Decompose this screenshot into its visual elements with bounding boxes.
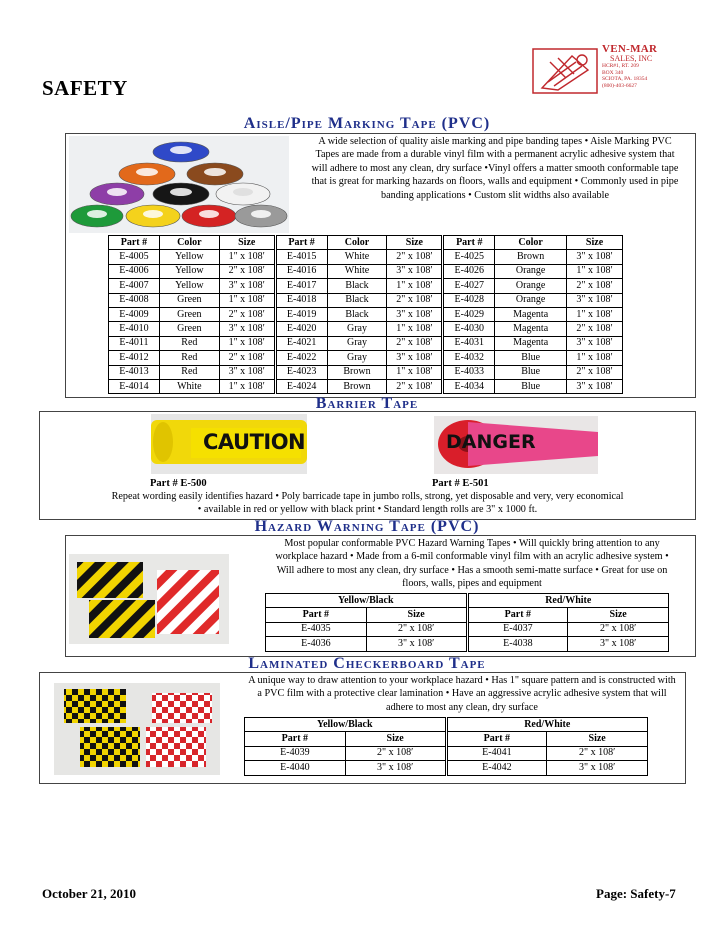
aisle-cell: Brown	[495, 250, 567, 264]
aisle-cell: 1" x 108′	[567, 307, 623, 321]
hazard-th-part-2: Part #	[467, 608, 568, 622]
checker-description: A unique way to draw attention to your workplace hazard • Has 1" square pattern and is constructed with a PVC film with a protective clear lamination • Have an aggressive acrylic adhesive system that will adhere to most any clean, dry surface	[248, 675, 676, 713]
aisle-cell: E-4013	[109, 365, 160, 379]
aisle-cell: E-4016	[275, 264, 327, 278]
barrier-part-e501: Part # E-501	[432, 478, 489, 489]
barrier-section	[39, 411, 696, 520]
checker-cell: E-4042	[446, 761, 547, 775]
aisle-cell: E-4020	[275, 322, 327, 336]
checker-section-title: Laminated Checkerboard Tape	[248, 655, 486, 672]
hazard-cell: E-4037	[467, 622, 568, 636]
aisle-cell: White	[327, 264, 387, 278]
checker-cell: E-4039	[245, 746, 346, 760]
hazard-section-title: Hazard Warning Tape (PVC)	[254, 518, 480, 535]
table-row	[109, 264, 623, 278]
company-logo	[532, 44, 692, 96]
aisle-cell: Blue	[495, 365, 567, 379]
danger-tape-image	[434, 416, 598, 474]
aisle-cell: E-4011	[109, 336, 160, 350]
aisle-cell: Yellow	[159, 264, 219, 278]
aisle-cell: Yellow	[159, 250, 219, 264]
checker-cell: 3" x 108′	[547, 761, 648, 775]
aisle-th-part-1: Part #	[109, 236, 160, 250]
aisle-cell: E-4030	[443, 322, 495, 336]
aisle-cell: 2" x 108′	[567, 279, 623, 293]
aisle-cell: Black	[327, 279, 387, 293]
aisle-cell: Gray	[327, 351, 387, 365]
hazard-cell: 3" x 108′	[568, 637, 669, 651]
aisle-cell: 3" x 108′	[567, 379, 623, 393]
aisle-cell: 3" x 108′	[387, 351, 443, 365]
aisle-cell: 2" x 108′	[387, 250, 443, 264]
aisle-cell: E-4028	[443, 293, 495, 307]
logo-address-3: SCIOTA, PA. 18354	[602, 76, 648, 83]
checker-parts-table	[244, 717, 648, 776]
aisle-cell: Orange	[495, 293, 567, 307]
logo-company-sub: SALES, INC	[610, 54, 653, 63]
caution-tape-image	[151, 414, 307, 474]
caution-tape-text: CAUTION	[203, 430, 306, 454]
aisle-th-part-2: Part #	[275, 236, 327, 250]
aisle-cell: E-4006	[109, 264, 160, 278]
aisle-cell: Green	[159, 307, 219, 321]
aisle-cell: 3" x 108′	[387, 307, 443, 321]
aisle-cell: E-4012	[109, 351, 160, 365]
aisle-cell: 1" x 108′	[387, 279, 443, 293]
hazard-cell: E-4038	[467, 637, 568, 651]
aisle-cell: Magenta	[495, 307, 567, 321]
checker-cell: 2" x 108′	[345, 746, 446, 760]
table-row	[266, 637, 669, 651]
aisle-cell: E-4014	[109, 379, 160, 393]
hazard-cell: 2" x 108′	[366, 622, 467, 636]
danger-tape-text: DANGER	[446, 431, 536, 453]
logo-address-4: (800)-403-6627	[602, 82, 637, 89]
aisle-tape-rolls-image	[69, 136, 289, 233]
hazard-th-part-1: Part #	[266, 608, 367, 622]
aisle-cell: Brown	[327, 379, 387, 393]
hazard-th-size-1: Size	[366, 608, 467, 622]
hazard-th-size-2: Size	[568, 608, 669, 622]
logo-graphic-icon	[532, 48, 598, 94]
logo-address-1: HCR#1, RT. 209	[602, 63, 639, 69]
aisle-cell: E-4009	[109, 307, 160, 321]
aisle-cell: 2" x 108′	[567, 322, 623, 336]
table-row	[109, 351, 623, 365]
aisle-cell: E-4005	[109, 250, 160, 264]
aisle-cell: E-4015	[275, 250, 327, 264]
aisle-cell: E-4007	[109, 279, 160, 293]
aisle-cell: 2" x 108′	[387, 336, 443, 350]
aisle-cell: E-4029	[443, 307, 495, 321]
aisle-cell: Brown	[327, 365, 387, 379]
aisle-th-color-2: Color	[327, 236, 387, 250]
checker-th-part-1: Part #	[245, 732, 346, 746]
checker-cell: 3" x 108′	[345, 761, 446, 775]
aisle-cell: E-4024	[275, 379, 327, 393]
table-row	[109, 307, 623, 321]
hazard-description: Most popular conformable PVC Hazard Warning Tapes • Will quickly bring attention to any workplace hazard • Made from a 6-mil conformable vinyl film with an acrylic adhesive system • Will adhere to most any clean, dry surface • Has a smooth semi-matte surface • Great for use on floors, walls, pipes and equipment	[275, 538, 669, 590]
aisle-th-part-3: Part #	[443, 236, 495, 250]
logo-company-name: VEN-MAR	[602, 43, 658, 55]
aisle-cell: Black	[327, 307, 387, 321]
aisle-cell: Green	[159, 293, 219, 307]
table-row	[109, 336, 623, 350]
hazard-cell: E-4035	[266, 622, 367, 636]
aisle-cell: 3" x 108′	[219, 365, 275, 379]
hazard-group-yellow-black: Yellow/Black	[266, 594, 468, 608]
aisle-cell: E-4026	[443, 264, 495, 278]
aisle-cell: 1" x 108′	[567, 264, 623, 278]
aisle-cell: Red	[159, 365, 219, 379]
aisle-cell: E-4019	[275, 307, 327, 321]
aisle-cell: E-4022	[275, 351, 327, 365]
table-row	[245, 761, 648, 775]
logo-address-2: BOX 340	[602, 69, 624, 76]
table-row	[245, 746, 648, 760]
aisle-cell: 2" x 108′	[219, 307, 275, 321]
table-row	[109, 279, 623, 293]
aisle-cell: Red	[159, 351, 219, 365]
hazard-cell: 3" x 108′	[366, 637, 467, 651]
aisle-cell: Black	[327, 293, 387, 307]
checker-cell: E-4041	[446, 746, 547, 760]
aisle-th-color-3: Color	[495, 236, 567, 250]
hazard-section	[65, 535, 696, 657]
table-row	[266, 622, 669, 636]
checker-tape-image	[54, 683, 220, 775]
aisle-cell: 1" x 108′	[219, 336, 275, 350]
aisle-cell: E-4033	[443, 365, 495, 379]
aisle-cell: Magenta	[495, 322, 567, 336]
aisle-cell: 2" x 108′	[387, 293, 443, 307]
checker-th-size-2: Size	[547, 732, 648, 746]
aisle-cell: 3" x 108′	[567, 336, 623, 350]
aisle-cell: E-4017	[275, 279, 327, 293]
barrier-section-title: Barrier Tape	[315, 395, 419, 412]
barrier-description-1: Repeat wording easily identifies hazard • Poly barricade tape in jumbo rolls, strong, yet disposable and very, very economical	[111, 491, 624, 502]
aisle-cell: Gray	[327, 322, 387, 336]
aisle-cell: E-4032	[443, 351, 495, 365]
aisle-cell: 1" x 108′	[387, 365, 443, 379]
aisle-cell: White	[327, 250, 387, 264]
aisle-th-color-1: Color	[159, 236, 219, 250]
aisle-cell: E-4010	[109, 322, 160, 336]
table-row	[109, 379, 623, 393]
barrier-part-e500: Part # E-500	[150, 478, 207, 489]
hazard-parts-table	[265, 593, 669, 652]
aisle-cell: 3" x 108′	[219, 279, 275, 293]
aisle-cell: E-4008	[109, 293, 160, 307]
checker-th-size-1: Size	[345, 732, 446, 746]
aisle-cell: 1" x 108′	[219, 250, 275, 264]
aisle-cell: E-4025	[443, 250, 495, 264]
aisle-cell: 3" x 108′	[567, 293, 623, 307]
aisle-section	[65, 133, 696, 398]
aisle-cell: 1" x 108′	[387, 322, 443, 336]
aisle-cell: Gray	[327, 336, 387, 350]
checker-cell: E-4040	[245, 761, 346, 775]
aisle-cell: Green	[159, 322, 219, 336]
checker-group-yellow-black: Yellow/Black	[245, 718, 447, 732]
aisle-cell: 1" x 108′	[219, 293, 275, 307]
table-row	[109, 250, 623, 264]
footer-page-number: Page: Safety-7	[596, 886, 676, 901]
aisle-cell: 2" x 108′	[219, 264, 275, 278]
aisle-th-size-3: Size	[567, 236, 623, 250]
aisle-cell: Yellow	[159, 279, 219, 293]
aisle-cell: E-4021	[275, 336, 327, 350]
table-row	[109, 322, 623, 336]
aisle-cell: 1" x 108′	[219, 379, 275, 393]
aisle-cell: E-4027	[443, 279, 495, 293]
aisle-cell: Orange	[495, 264, 567, 278]
aisle-section-title: Aisle/Pipe Marking Tape (PVC)	[243, 115, 491, 132]
checker-cell: 2" x 108′	[547, 746, 648, 760]
aisle-cell: E-4034	[443, 379, 495, 393]
table-row	[109, 365, 623, 379]
hazard-tape-image	[69, 554, 229, 644]
aisle-cell: 2" x 108′	[387, 379, 443, 393]
aisle-cell: 2" x 108′	[219, 351, 275, 365]
aisle-cell: 2" x 108′	[567, 365, 623, 379]
aisle-parts-table	[108, 235, 623, 394]
barrier-description-2: • available in red or yellow with black print • Standard length rolls are 3" x 1000 ft.	[197, 504, 538, 515]
hazard-cell: E-4036	[266, 637, 367, 651]
aisle-cell: 3" x 108′	[567, 250, 623, 264]
page-title: SAFETY	[42, 76, 128, 100]
checker-th-part-2: Part #	[446, 732, 547, 746]
aisle-cell: E-4023	[275, 365, 327, 379]
aisle-cell: White	[159, 379, 219, 393]
aisle-cell: Blue	[495, 379, 567, 393]
aisle-description: A wide selection of quality aisle marking and pipe banding tapes • Aisle Marking PVC Tapes are made from a durable vinyl film with a permanent acrylic adhesive system that will adhere to most any clean, dry surface •Vinyl offers a matter smooth conformable tape that is great for marking hazards on floors, walls and equipment • Commonly used in pipe banding applications • Custom slit widths also available	[311, 136, 679, 201]
checker-group-red-white: Red/White	[446, 718, 648, 732]
aisle-cell: Orange	[495, 279, 567, 293]
hazard-group-red-white: Red/White	[467, 594, 669, 608]
aisle-cell: Blue	[495, 351, 567, 365]
aisle-cell: 3" x 108′	[387, 264, 443, 278]
aisle-th-size-2: Size	[387, 236, 443, 250]
footer-date: October 21, 2010	[42, 886, 136, 901]
table-row	[109, 293, 623, 307]
hazard-cell: 2" x 108′	[568, 622, 669, 636]
aisle-cell: 1" x 108′	[567, 351, 623, 365]
aisle-cell: E-4018	[275, 293, 327, 307]
aisle-cell: E-4031	[443, 336, 495, 350]
aisle-cell: Magenta	[495, 336, 567, 350]
aisle-th-size-1: Size	[219, 236, 275, 250]
aisle-cell: Red	[159, 336, 219, 350]
aisle-cell: 3" x 108′	[219, 322, 275, 336]
checker-section	[39, 672, 686, 784]
